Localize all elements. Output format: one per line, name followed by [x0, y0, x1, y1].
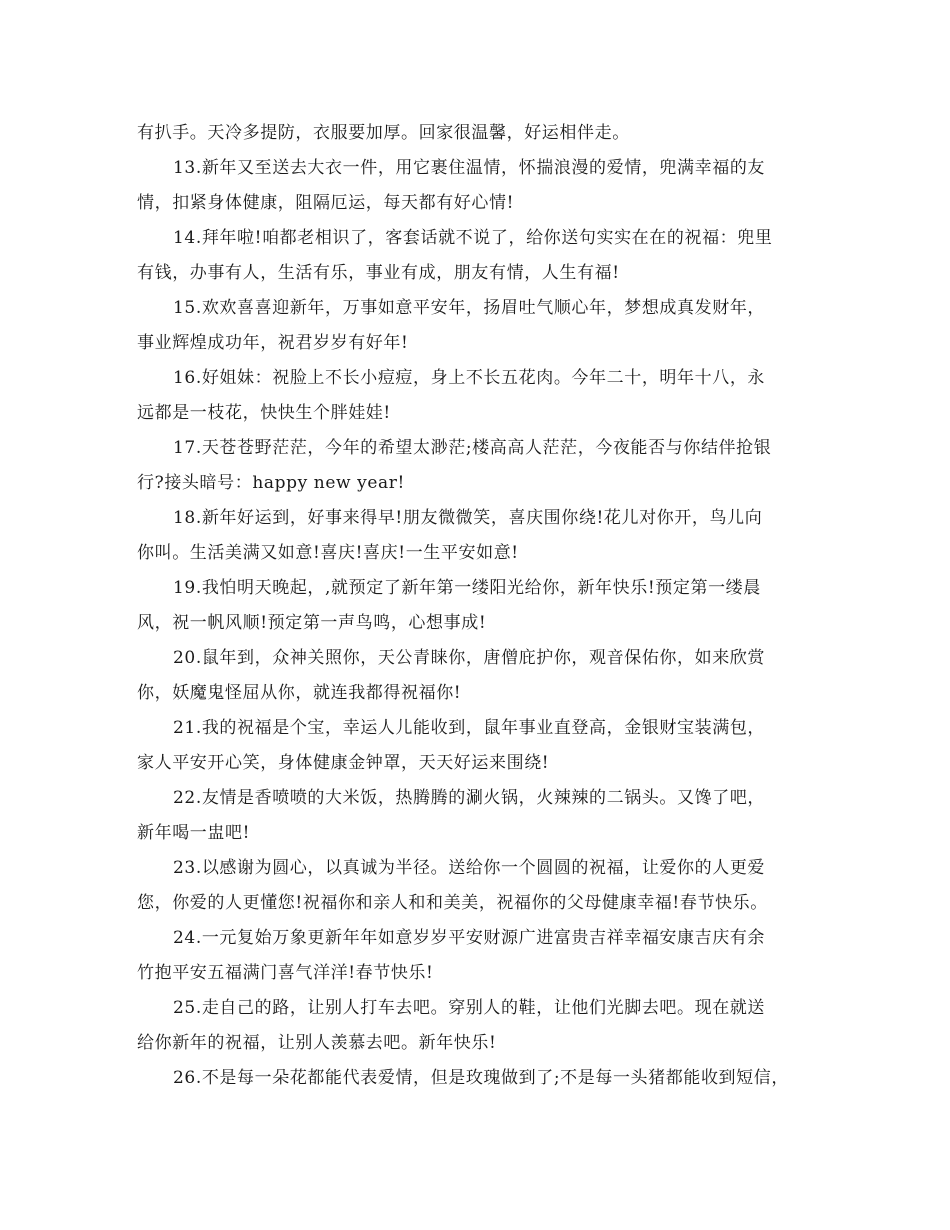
text-line: 风，祝一帆风顺!预定第一声鸟鸣，心想事成! — [137, 613, 487, 633]
document-body — [137, 116, 827, 1096]
text-line: 家人平安开心笑，身体健康金钟罩，天天好运来围绕! — [137, 753, 550, 773]
text-line: 有扒手。天冷多提防，衣服要加厚。回家很温馨，好运相伴走。 — [137, 123, 630, 143]
text-line: 18.新年好运到，好事来得早!朋友微微笑，喜庆围你绕!花儿对你开，鸟儿向 — [173, 508, 763, 528]
text-line: 行?接头暗号：happy new year! — [137, 473, 405, 493]
text-line: 远都是一枝花，快快生个胖娃娃! — [137, 403, 391, 423]
text-line: 21.我的祝福是个宝，幸运人儿能收到，鼠年事业直登高，金银财宝装满包， — [173, 718, 766, 738]
text-line: 26.不是每一朵花都能代表爱情，但是玫瑰做到了;不是每一头猪都能收到短信， — [173, 1068, 789, 1088]
text-line: 15.欢欢喜喜迎新年，万事如意平安年，扬眉吐气顺心年，梦想成真发财年， — [173, 298, 766, 318]
text-line: 竹抱平安五福满门喜气洋洋!春节快乐! — [137, 963, 434, 983]
text-line: 16.好姐妹：祝脸上不长小痘痘，身上不长五花肉。今年二十，明年十八，永 — [173, 368, 766, 388]
text-line: 23.以感谢为圆心，以真诚为半径。送给你一个圆圆的祝福，让爱你的人更爱 — [173, 858, 766, 878]
text-line: 您，你爱的人更懂您!祝福你和亲人和和美美，祝福你的父母健康幸福!春节快乐。 — [137, 893, 768, 913]
text-line: 有钱，办事有人，生活有乐，事业有成，朋友有情，人生有福! — [137, 263, 620, 283]
text-line: 13.新年又至送去大衣一件，用它裹住温情，怀揣浪漫的爱情，兜满幸福的友 — [173, 158, 766, 178]
text-line: 14.拜年啦!咱都老相识了，客套话就不说了，给你送句实实在在的祝福：兜里 — [173, 228, 773, 248]
text-line: 新年喝一盅吧! — [137, 823, 251, 843]
text-line: 17.天苍苍野茫茫，今年的希望太渺茫;楼高高人茫茫，今夜能否与你结伴抢银 — [173, 438, 772, 458]
text-line: 24.一元复始万象更新年年如意岁岁平安财源广进富贵吉祥幸福安康吉庆有余 — [173, 928, 766, 948]
text-line: 你，妖魔鬼怪屈从你，就连我都得祝福你! — [137, 683, 462, 703]
text-line: 给你新年的祝福，让别人羡慕去吧。新年快乐! — [137, 1033, 497, 1053]
text-line: 你叫。生活美满又如意!喜庆!喜庆!一生平安如意! — [137, 543, 519, 563]
text-line: 19.我怕明天晚起，,就预定了新年第一缕阳光给你，新年快乐!预定第一缕晨 — [173, 578, 761, 598]
text-line: 25.走自己的路，让别人打车去吧。穿别人的鞋，让他们光脚去吧。现在就送 — [173, 998, 766, 1018]
text-line: 事业辉煌成功年，祝君岁岁有好年! — [137, 333, 409, 353]
text-line: 20.鼠年到，众神关照你，天公青睐你，唐僧庇护你，观音保佑你，如来欣赏 — [173, 648, 766, 668]
text-line: 情，扣紧身体健康，阻隔厄运，每天都有好心情! — [137, 193, 515, 213]
text-line: 22.友情是香喷喷的大米饭，热腾腾的涮火锅，火辣辣的二锅头。又馋了吧， — [173, 788, 766, 808]
